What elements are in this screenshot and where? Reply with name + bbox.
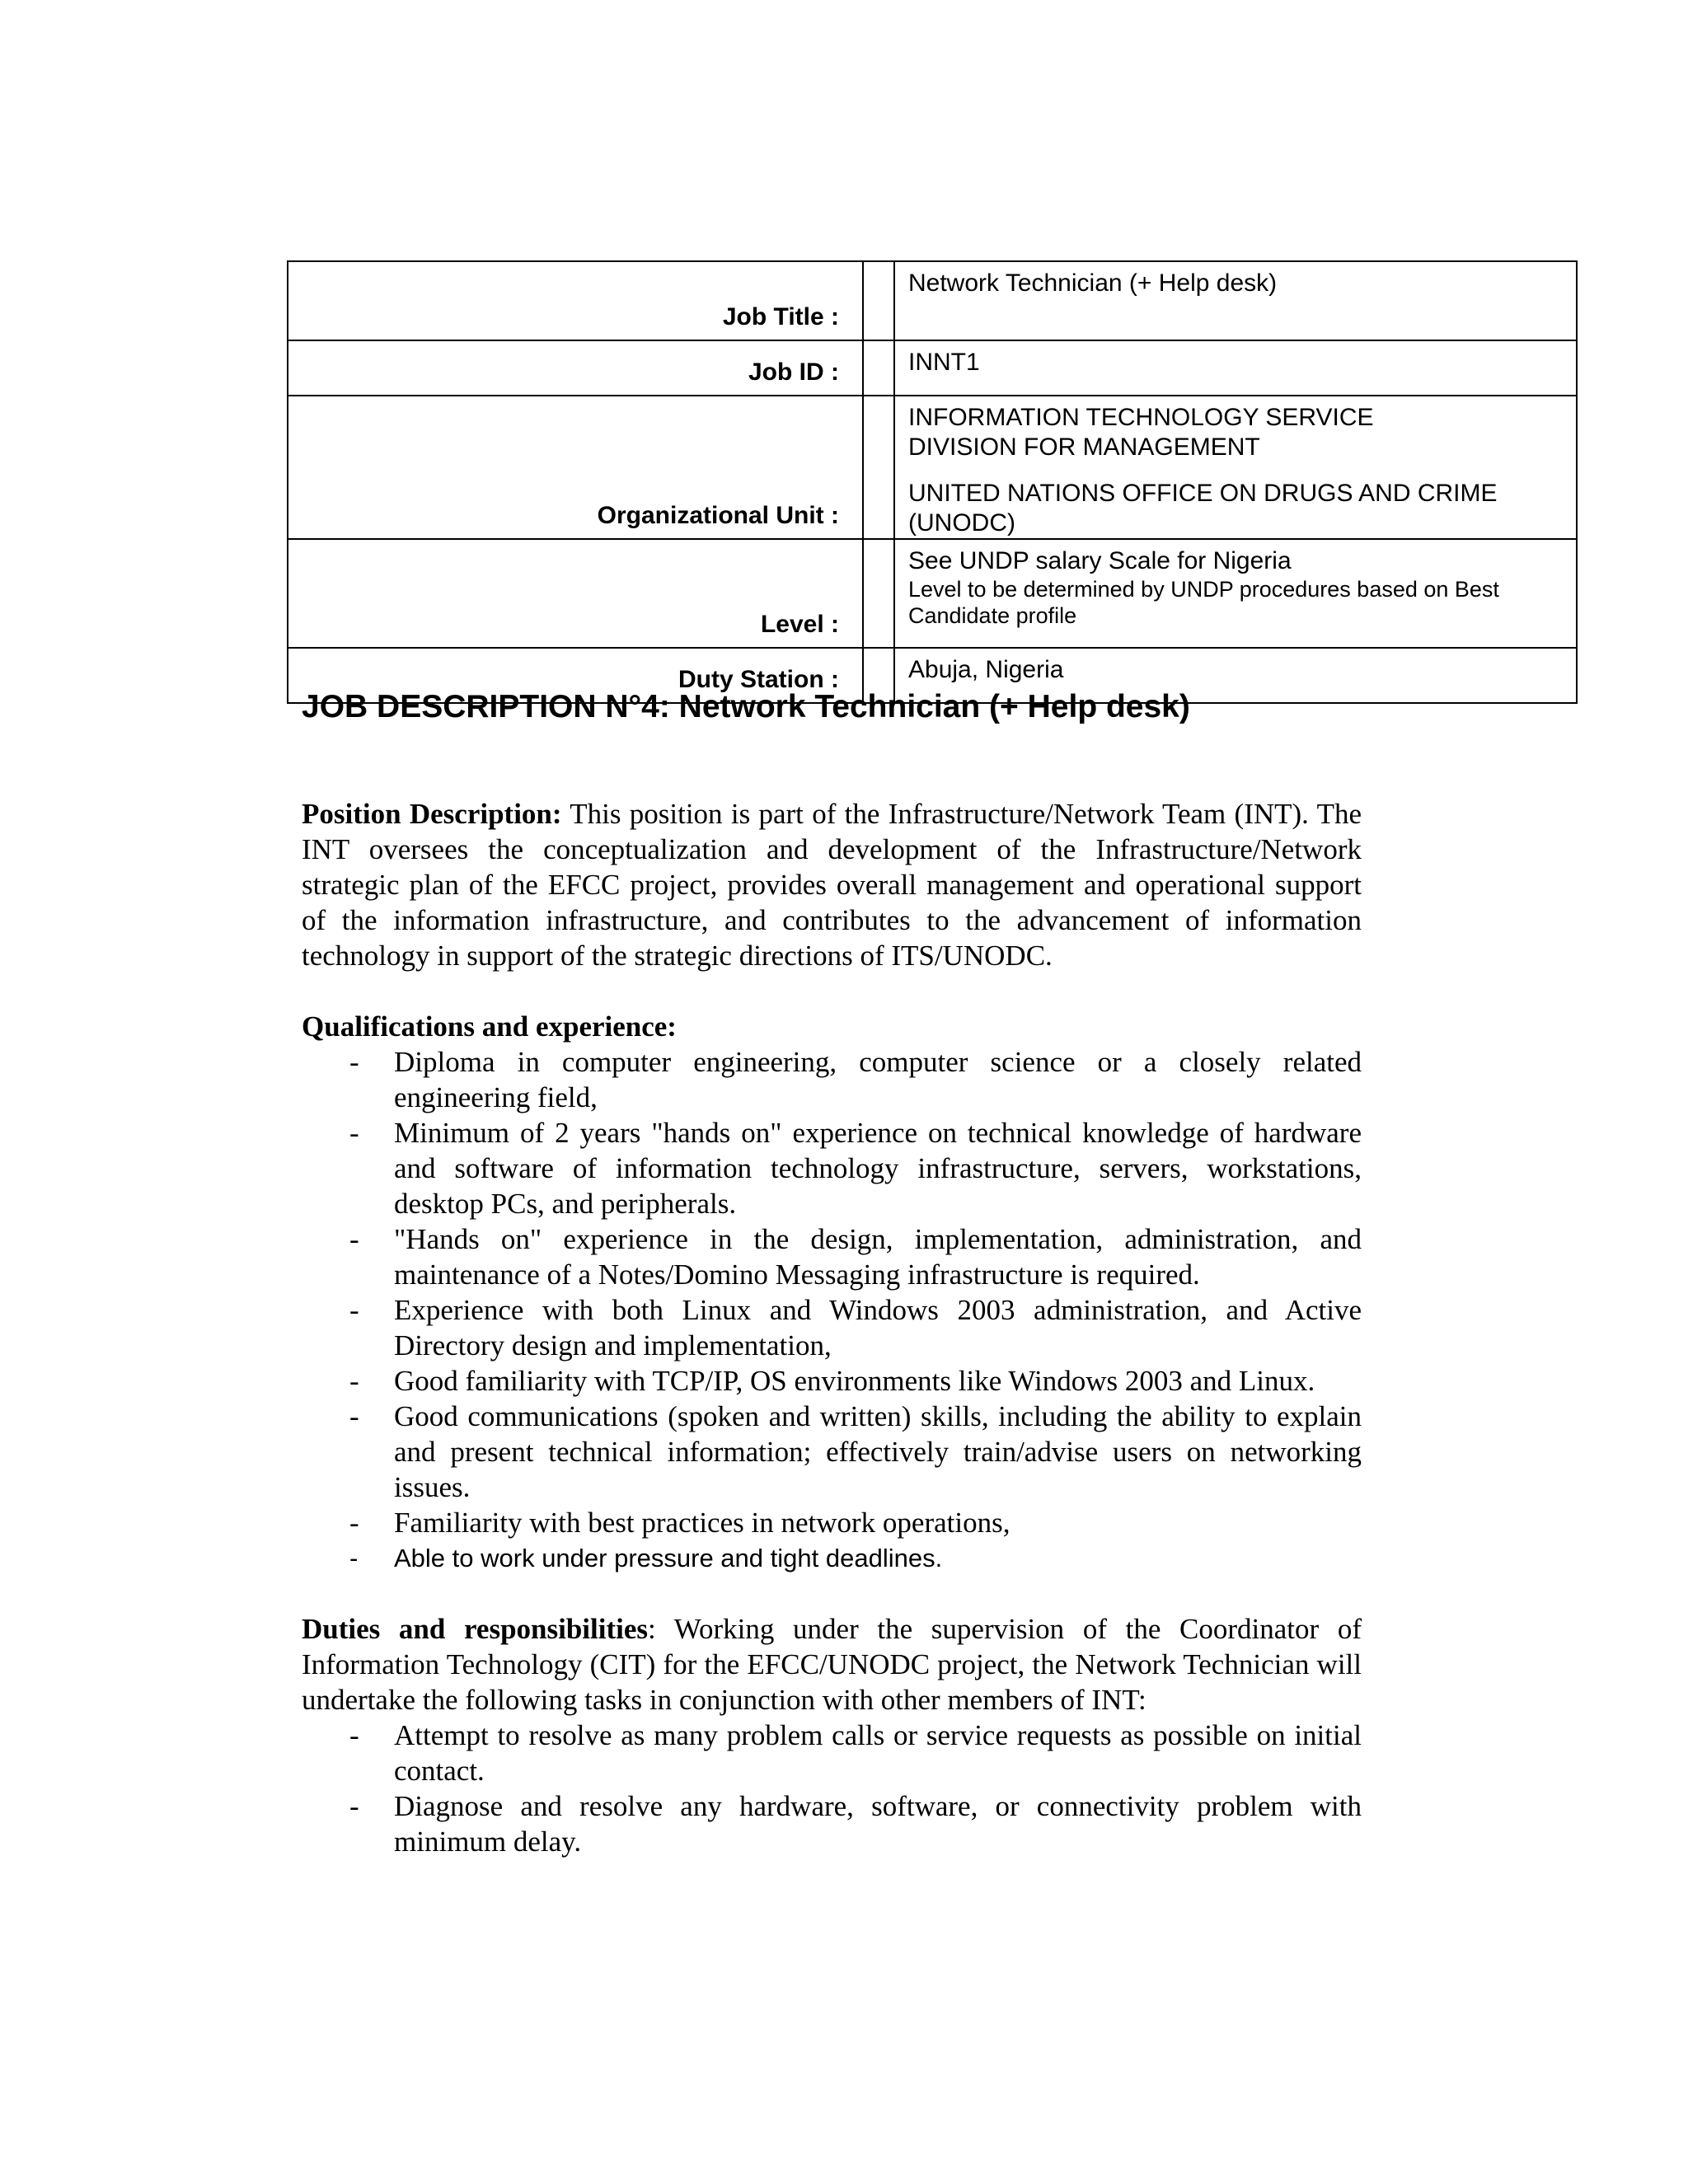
duty-station-label: Duty Station : [288,648,863,703]
list-item: - Minimum of 2 years "hands on" experience on technical knowledge of hardware and software of information technology infrastructure, servers, workstations, desktop PCs, and peripherals. [302,1115,1362,1221]
qualifications-section [302,1009,1362,1576]
qualifications-title: Qualifications and experience: [302,1010,677,1043]
list-item: - "Hands on" experience in the design, implementation, administration, and maintenance of a Notes/Domino Messaging infrastructure is required. [302,1221,1362,1292]
list-item: - Good communications (spoken and written) skills, including the ability to explain and present technical information; effectively train/advise users on networking issues. [302,1399,1362,1505]
duties-intro [302,1611,1362,1718]
duties-list [302,1718,1362,1859]
list-item: - Able to work under pressure and tight deadlines. [302,1540,1362,1576]
org-unit-line3: UNITED NATIONS OFFICE ON DRUGS AND CRIME (UNODC) [908,480,1498,537]
org-unit-label: Organizational Unit : [288,396,863,539]
position-description-label: Position Description: [302,798,562,830]
duties-text: : Working under the supervision of the Coordinator of Information Technology (CIT) for the EFCC/UNODC project, the Network Technician will undertake the following tasks in conjunction with other members of INT: [302,1613,1362,1716]
duties-label: Duties and responsibilities [302,1613,649,1645]
duty-station-value: Abuja, Nigeria [894,648,1577,703]
qualifications-list [302,1044,1362,1576]
org-unit-line1: INFORMATION TECHNOLOGY SERVICE [908,404,1374,431]
job-title-label: Job Title : [288,261,863,340]
org-unit-row [288,396,1577,539]
level-line2: Level to be determined by UNDP procedures based on Best Candidate profile [908,577,1499,628]
list-item: - Familiarity with best practices in network operations, [302,1505,1362,1540]
job-id-value: INNT1 [894,340,1577,396]
job-title-row [288,261,1577,340]
list-item: - Diploma in computer engineering, computer science or a closely related engineering field, [302,1044,1362,1115]
job-title-value: Network Technician (+ Help desk) [894,261,1577,340]
duties-section [302,1611,1362,1859]
position-description-text: This position is part of the Infrastructure/Network Team (INT). The INT oversees the conceptualization and development of the Infrastructure/Network strategic plan of the EFCC project, provides overall management and operational support of the information infrastructure, and contributes to the advancement of information technology in support of the strategic directions of ITS/UNODC. [302,798,1362,972]
level-value [894,539,1577,648]
list-item: - Good familiarity with TCP/IP, OS environments like Windows 2003 and Linux. [302,1363,1362,1399]
position-description [302,796,1362,973]
list-item: - Experience with both Linux and Windows 2003 administration, and Active Directory design and implementation, [302,1292,1362,1363]
job-id-label: Job ID : [288,340,863,396]
level-line1: See UNDP salary Scale for Nigeria [908,547,1292,574]
org-unit-value [894,396,1577,539]
level-label: Level : [288,539,863,648]
org-unit-line2: DIVISION FOR MANAGEMENT [908,434,1260,461]
job-description-heading: JOB DESCRIPTION N°4: Network Technician (+ Help desk) [302,689,1190,724]
list-item: - Diagnose and resolve any hardware, software, or connectivity problem with minimum delay. [302,1788,1362,1859]
job-id-row [288,340,1577,396]
job-description-body [302,796,1362,1859]
level-row [288,539,1577,648]
list-item: - Attempt to resolve as many problem calls or service requests as possible on initial contact. [302,1718,1362,1788]
job-info-table [287,260,1578,704]
